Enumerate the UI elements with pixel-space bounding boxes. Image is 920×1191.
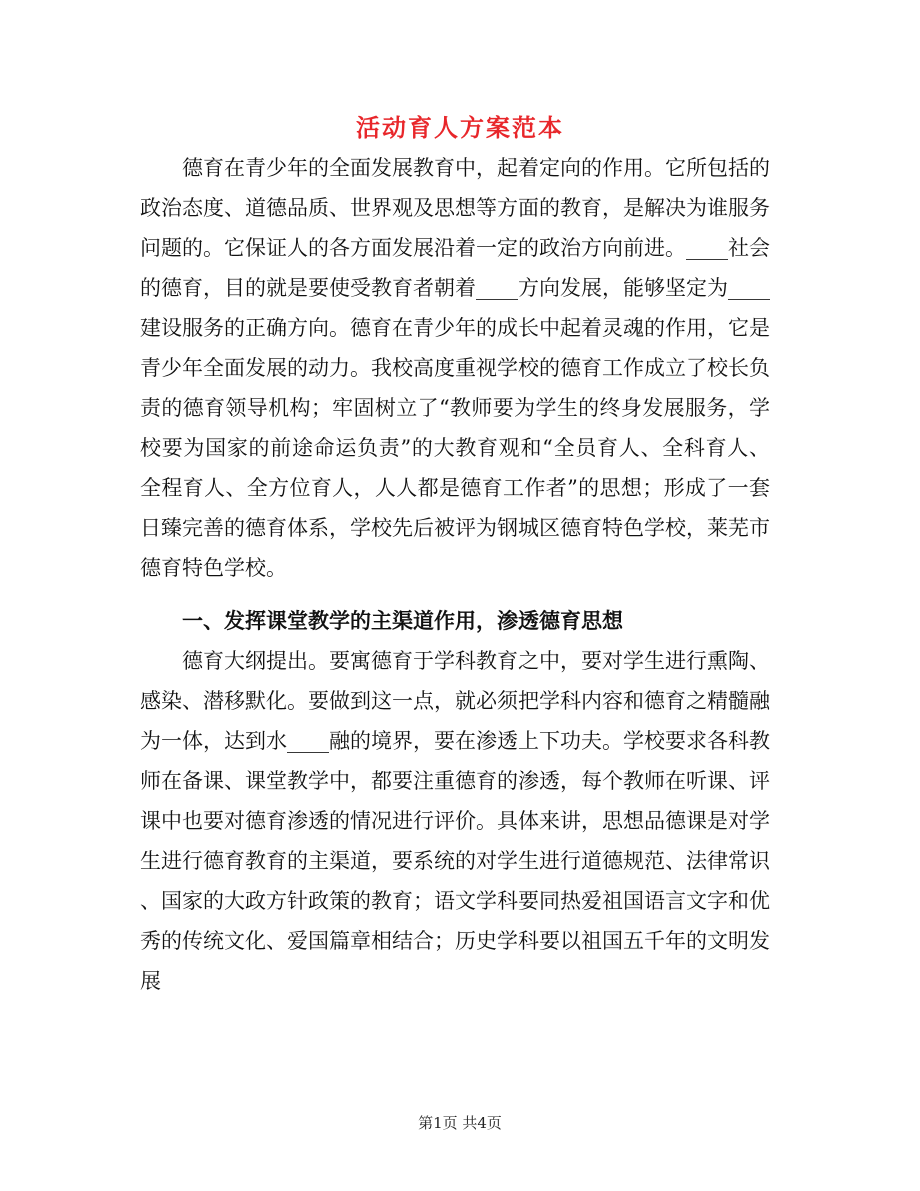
paragraph-line: 秀的传统文化、爱国篇章相结合；历史学科要以祖国五千年的文明发: [140, 929, 770, 953]
paragraph-line: 全程育人、全方位育人，人人都是德育工作者”的思想；形成了一套: [140, 476, 770, 500]
paragraph-line: 感染、潜移默化。要做到这一点，就必须把学科内容和德育之精髓融: [140, 689, 770, 713]
paragraph-line: 为一体，达到水____融的境界，要在渗透上下功夫。学校要求各科教: [140, 729, 770, 753]
paragraph-line: 校要为国家的前途命运负责”的大教育观和“全员育人、全科育人、: [140, 436, 770, 460]
paragraph-line: 建设服务的正确方向。德育在青少年的成长中起着灵魂的作用，它是: [140, 316, 770, 340]
paragraph-line: 德育特色学校。: [140, 556, 287, 580]
paragraph-line: 、国家的大政方针政策的教育；语文学科要同热爱祖国语言文字和优: [140, 889, 770, 913]
paragraph-line: 德育大纲提出。要寓德育于学科教育之中，要对学生进行熏陶、: [182, 649, 770, 673]
paragraph-2: [140, 641, 770, 1001]
paragraph-line: 青少年全面发展的动力。我校高度重视学校的德育工作成立了校长负: [140, 356, 770, 380]
paragraph-line: 展: [140, 969, 161, 993]
paragraph-line: 的德育，目的就是要使受教育者朝着____方向发展，能够坚定为____: [140, 276, 770, 300]
section-heading: 一、发挥课堂教学的主渠道作用，渗透德育思想: [182, 608, 623, 633]
paragraph-line: 课中也要对德育渗透的情况进行评价。具体来讲，思想品德课是对学: [140, 809, 770, 833]
document-title: 活动育人方案范本: [356, 113, 564, 142]
page-footer: 第1页 共4页: [418, 1114, 502, 1132]
paragraph-line: 政治态度、道德品质、世界观及思想等方面的教育，是解决为谁服务: [140, 196, 770, 220]
paragraph-1: [140, 148, 770, 588]
paragraph-line: 师在备课、课堂教学中，都要注重德育的渗透，每个教师在听课、评: [140, 769, 770, 793]
paragraph-line: 责的德育领导机构；牢固树立了“教师要为学生的终身发展服务，学: [140, 396, 770, 420]
paragraph-line: 日臻完善的德育体系，学校先后被评为钢城区德育特色学校，莱芜市: [140, 516, 770, 540]
paragraph-line: 德育在青少年的全面发展教育中，起着定向的作用。它所包括的: [182, 156, 770, 180]
paragraph-line: 生进行德育教育的主渠道，要系统的对学生进行道德规范、法律常识: [140, 849, 770, 873]
paragraph-line: 问题的。它保证人的各方面发展沿着一定的政治方向前进。____社会: [140, 236, 770, 260]
